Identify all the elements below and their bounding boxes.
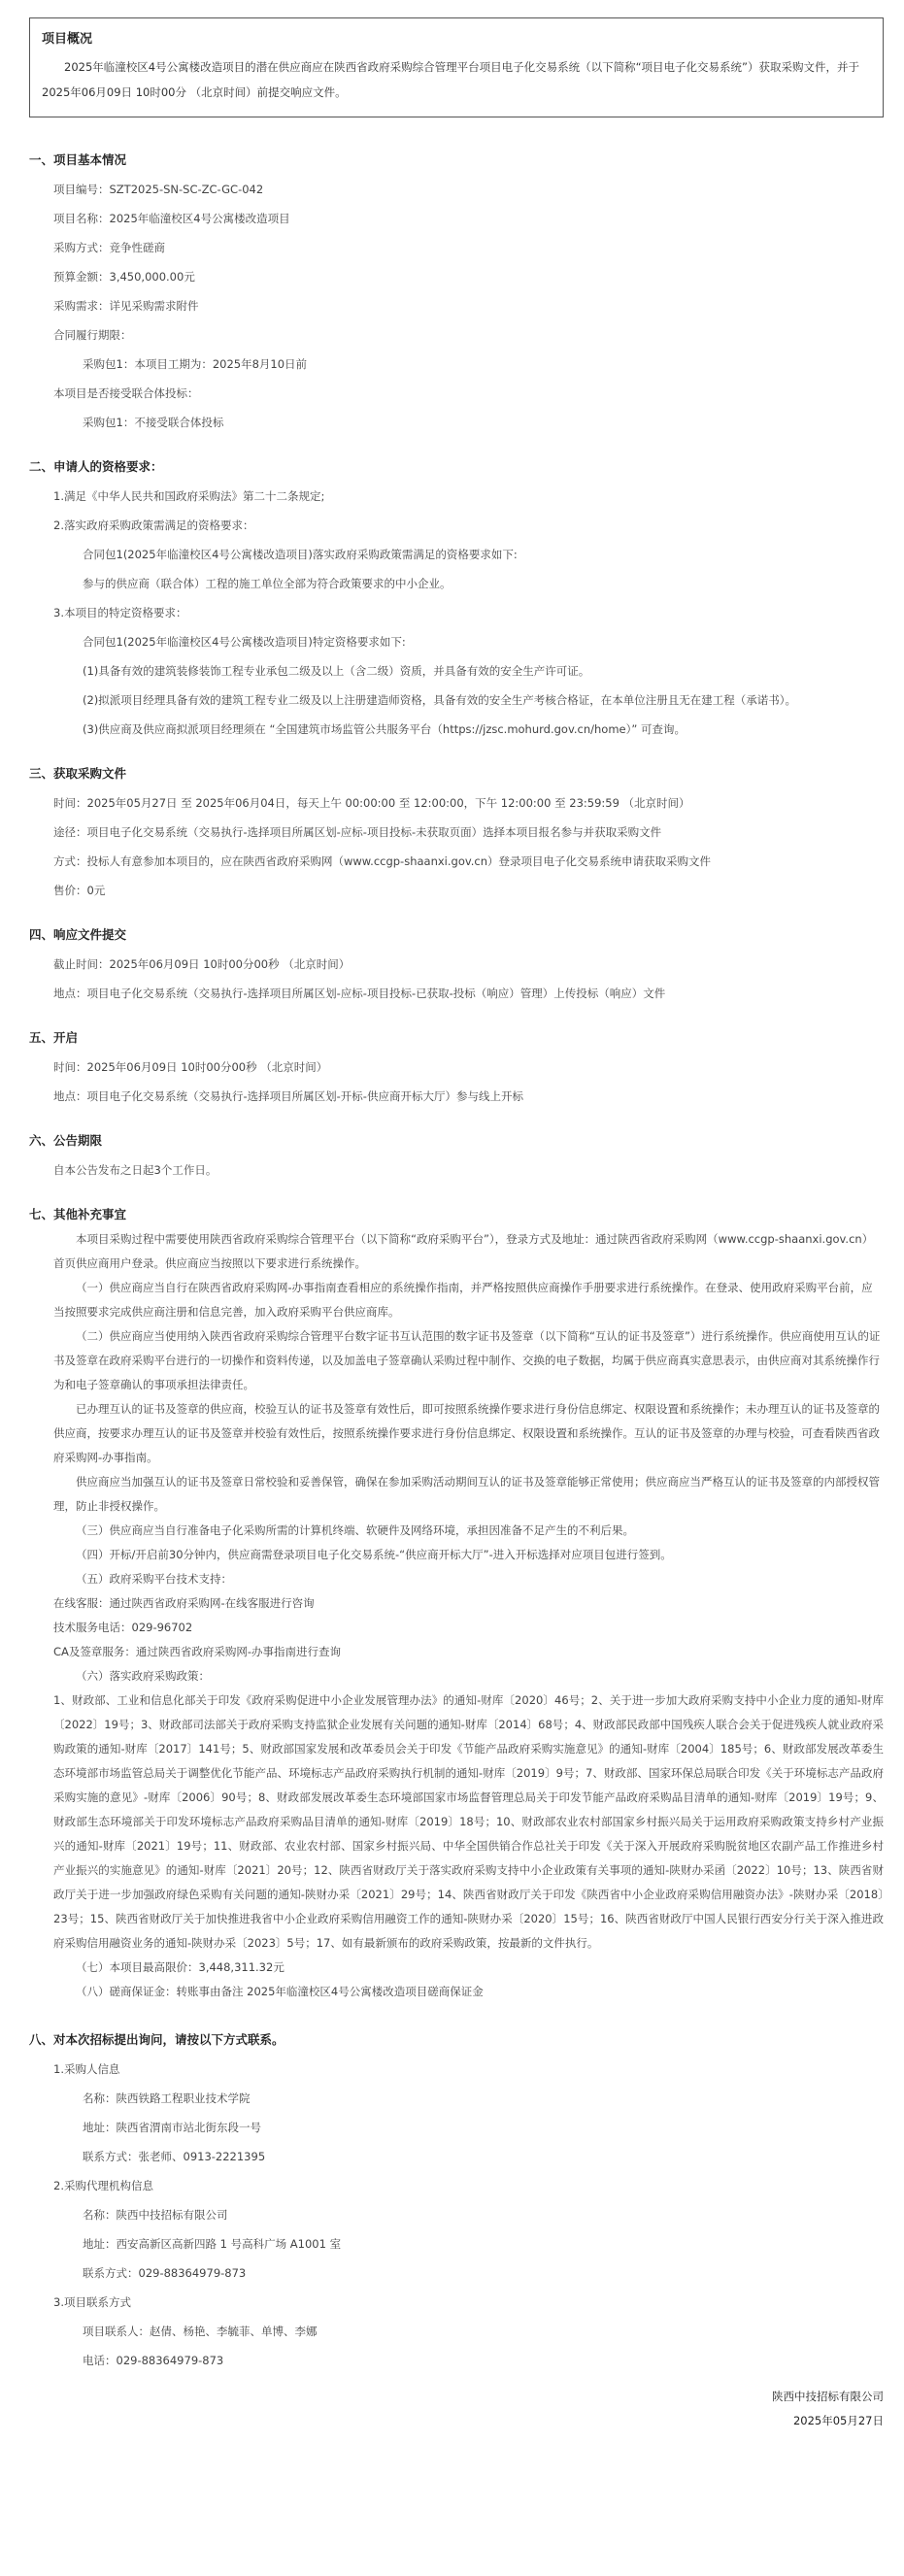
section-title: 二、申请人的资格要求：: [29, 459, 163, 474]
contract-period-package: 采购包1：本项目工期为：2025年8月10日前: [83, 357, 308, 371]
qualification-line: 合同包1(2025年临潼校区4号公寓楼改造项目)落实政府采购政策需满足的资格要求如下:: [83, 548, 518, 561]
procurement-method: 采购方式：竞争性磋商: [53, 241, 165, 254]
procurement-requirement: 采购需求：详见采购需求附件: [53, 299, 199, 313]
section-title: 三、获取采购文件: [29, 766, 127, 781]
section-obtain-documents: [29, 763, 884, 899]
project-contact-people: 项目联系人：赵倩、杨艳、李毓菲、单博、李娜: [83, 2325, 318, 2338]
paragraph: （六）落实政府采购政策：: [76, 1669, 210, 1683]
section-contacts: [29, 2029, 884, 2369]
paragraph: 在线客服：通过陕西省政府采购网-在线客服进行咨询: [53, 1596, 315, 1610]
submission-place: 地点：项目电子化交易系统（交易执行-选择项目所属区划-应标-项目投标-已获取-投标（响应）管理）上传投标（响应）文件: [53, 987, 666, 1000]
qualification-line: 3.本项目的特定资格要求：: [53, 606, 187, 619]
section-basic-info: [29, 150, 884, 431]
overview-text: 2025年临潼校区4号公寓楼改造项目的潜在供应商应在陕西省政府采购综合管理平台项目电子化交易系统（以下简称“项目电子化交易系统”）获取采购文件，并于 2025年06月09日 10时00分 （北京时间）前提交响应文件。: [42, 60, 859, 99]
consortium-package: 采购包1：不接受联合体投标: [83, 416, 224, 429]
paragraph: 供应商应当加强互认的证书及签章日常校验和妥善保管，确保在参加采购活动期间互认的证书及签章能够正常使用；供应商应当严格互认的证书及签章的内部授权管理，防止非授权操作。: [53, 1475, 880, 1513]
paragraph: CA及签章服务：通过陕西省政府采购网-办事指南进行查询: [53, 1645, 342, 1658]
paragraph: （二）供应商应当使用纳入陕西省政府采购综合管理平台数字证书互认范围的数字证书及签章（以下简称“互认的证书及签章”）进行系统操作。供应商使用互认的证书及签章在政府采购平台进行的一切操作和资料传递，以及加盖电子签章确认采购过程中制作、交换的电子数据，均属于供应商真实意思表示，由供应商对其系统操作行为和电子签章确认的事项承担法律责任。: [53, 1329, 881, 1391]
section-other-matters: [29, 1204, 884, 2004]
paragraph: （四）开标/开启前30分钟内，供应商需登录项目电子化交易系统-“供应商开标大厅”-进入开标选择对应项目包进行签到。: [76, 1548, 672, 1561]
section-title: 六、公告期限: [29, 1133, 103, 1148]
section-title: 五、开启: [29, 1030, 79, 1045]
qualification-line: (1)具备有效的建筑装修装饰工程专业承包二级及以上（含二级）资质，并具备有效的安全生产许可证。: [83, 664, 590, 678]
section-opening: [29, 1027, 884, 1105]
consortium-label: 本项目是否接受联合体投标：: [53, 386, 199, 400]
budget-amount: 预算金额：3,450,000.00元: [53, 270, 195, 284]
paragraph: （一）供应商应当自行在陕西省政府采购网-办事指南查看相应的系统操作指南，并严格按照供应商操作手册要求进行系统操作。在登录、使用政府采购平台前，应当按照要求完成供应商注册和信息完善，加入政府采购平台供应商库。: [53, 1281, 873, 1319]
agent-name: 名称：陕西中技招标有限公司: [83, 2208, 228, 2222]
deposit-note: （八）磋商保证金：转账事由备注 2025年临潼校区4号公寓楼改造项目磋商保证金: [76, 1985, 484, 1998]
buyer-contact: 联系方式：张老师、0913-2221395: [83, 2150, 266, 2163]
obtain-time: 时间：2025年05月27日 至 2025年06月04日，每天上午 00:00:00 至 12:00:00，下午 12:00:00 至 23:59:59 （北京时间）: [53, 796, 690, 810]
paragraph: （三）供应商应当自行准备电子化采购所需的计算机终端、软硬件及网络环境，承担因准备不足产生的不利后果。: [76, 1523, 634, 1537]
qualification-line: 合同包1(2025年临潼校区4号公寓楼改造项目)特定资格要求如下:: [83, 635, 406, 649]
project-code: 项目编号：SZT2025-SN-SC-ZC-GC-042: [53, 183, 264, 196]
opening-time: 时间：2025年06月09日 10时00分00秒 （北京时间）: [53, 1060, 328, 1074]
buyer-address: 地址：陕西省渭南市站北街东段一号: [83, 2121, 261, 2134]
announcement-period-text: 自本公告发布之日起3个工作日。: [53, 1163, 218, 1177]
paragraph: 技术服务电话：029-96702: [53, 1621, 193, 1634]
project-contact-heading: 3.项目联系方式: [53, 2295, 131, 2309]
signature-org: 陕西中技招标有限公司: [772, 2390, 884, 2403]
obtain-mode: 方式：投标人有意参加本项目的，应在陕西省政府采购网（www.ccgp-shaanxi.gov.cn）登录项目电子化交易系统申请获取采购文件: [53, 854, 712, 868]
project-name: 项目名称：2025年临潼校区4号公寓楼改造项目: [53, 212, 290, 225]
announcement-page: [29, 17, 884, 2433]
qualification-line: (3)供应商及供应商拟派项目经理须在 “全国建筑市场监管公共服务平台（https://jzsc.mohurd.gov.cn/home）” 可查询。: [83, 722, 686, 736]
paragraph: 已办理互认的证书及签章的供应商，校验互认的证书及签章有效性后，即可按照系统操作要求进行身份信息绑定、权限设置和系统操作；未办理互认的证书及签章的供应商，按要求办理互认的证书及签章并校验有效性后，按照系统操作要求进行身份信息绑定、权限设置和系统操作。互认的证书及签章的办理与校验，可查看陕西省政府采购网-办事指南。: [53, 1402, 880, 1464]
buyer-heading: 1.采购人信息: [53, 2062, 120, 2076]
section-qualifications: [29, 456, 884, 738]
qualification-line: 参与的供应商（联合体）工程的施工单位全部为符合政策要求的中小企业。: [83, 577, 452, 590]
overview-title: 项目概况: [42, 32, 93, 47]
section-title: 四、响应文件提交: [29, 927, 127, 942]
section-title: 一、项目基本情况: [29, 152, 127, 167]
signature-date: 2025年05月27日: [792, 2414, 884, 2427]
qualification-line: (2)拟派项目经理具备有效的建筑工程专业二级及以上注册建造师资格，具备有效的安全生产考核合格证，在本单位注册且无在建工程（承诺书）。: [83, 693, 797, 707]
agent-contact: 联系方式：029-88364979-873: [83, 2266, 247, 2280]
agent-heading: 2.采购代理机构信息: [53, 2179, 153, 2192]
qualification-line: 1.满足《中华人民共和国政府采购法》第二十二条规定;: [53, 489, 325, 503]
policy-list: 1、财政部、工业和信息化部关于印发《政府采购促进中小企业发展管理办法》的通知-财库〔2020〕46号；2、关于进一步加大政府采购支持中小企业力度的通知-财库〔2022〕19号；3、财政部司法部关于政府采购支持监狱企业发展有关问题的通知-财库〔2014〕68号；4、财政部民政部中国残疾人联合会关于促进残疾人就业政府采购政策的通知-财库〔2017〕141号；5、财政部国家发展和改革委员会关于印发《节能产品政府采购实施意见》的通知-财库〔2004〕185号；6、财政部发展改革委生态环境部市场监管总局关于调整优化节能产品、环境标志产品政府采购执行机制的通知-财库〔2019〕9号；7、财政部、国家环保总局联合印发《关于环境标志产品政府采购实施的意见》-财库〔2006〕90号；8、财政部发展改革委生态环境部国家市场监督管理总局关于印发节能产品政府采购品目清单的通知-财库〔2019〕19号；9、财政部生态环境部关于印发环境标志产品政府采购品目清单的通知-财库〔2019〕18号；10、财政部农业农村部国家乡村振兴局关于运用政府采购政策支持乡村产业振兴的通知-财库〔2021〕19号；11、财政部、农业农村部、国家乡村振兴局、中华全国供销合作总社关于印发《关于深入开展政府采购脱贫地区农副产品工作推进乡村产业振兴的实施意见》的通知-财库〔2021〕20号；12、陕西省财政厅关于落实政府采购支持中小企业政策有关事项的通知-陕财办采函〔2022〕10号；13、陕西省财政厅关于进一步加强政府绿色采购有关问题的通知-陕财办采〔2021〕29号；14、陕西省财政厅关于印发《陕西省中小企业政府采购信用融资办法》-陕财办采〔2018〕23号；15、陕西省财政厅关于加快推进我省中小企业政府采购信用融资工作的通知-陕财办采〔2020〕15号；16、陕西省财政厅中国人民银行西安分行关于深入推进政府采购信用融资业务的通知-陕财办采〔2023〕5号；17、如有最新颁布的政府采购政策，按最新的文件执行。: [53, 1693, 884, 1950]
section-title: 七、其他补充事宜: [29, 1207, 127, 1221]
section-announcement-period: [29, 1130, 884, 1179]
paragraph: 本项目采购过程中需要使用陕西省政府采购综合管理平台（以下简称“政府采购平台”），登录方式及地址：通过陕西省政府采购网（www.ccgp-shaanxi.gov.cn）首页供应商用户登录。供应商应当按照以下要求进行系统操作。: [53, 1232, 874, 1270]
qualification-line: 2.落实政府采购政策需满足的资格要求：: [53, 519, 254, 532]
contract-period-label: 合同履行期限：: [53, 328, 132, 342]
project-overview-box: [29, 17, 884, 117]
section-submission: [29, 924, 884, 1002]
paragraph: （五）政府采购平台技术支持：: [76, 1572, 232, 1586]
section-title: 八、对本次招标提出询问，请按以下方式联系。: [29, 2032, 285, 2047]
opening-place: 地点：项目电子化交易系统（交易执行-选择项目所属区划-开标-供应商开标大厅）参与线上开标: [53, 1089, 523, 1103]
max-price: （七）本项目最高限价：3,448,311.32元: [76, 1960, 285, 1974]
obtain-way: 途径：项目电子化交易系统（交易执行-选择项目所属区划-应标-项目投标-未获取页面）选择本项目报名参与并获取采购文件: [53, 825, 662, 839]
buyer-name: 名称：陕西铁路工程职业技术学院: [83, 2091, 251, 2105]
project-contact-phone: 电话：029-88364979-873: [83, 2354, 224, 2367]
submission-deadline: 截止时间：2025年06月09日 10时00分00秒 （北京时间）: [53, 957, 351, 971]
obtain-price: 售价：0元: [53, 884, 106, 897]
agent-address: 地址：西安高新区高新四路 1 号高科广场 A1001 室: [83, 2237, 342, 2251]
